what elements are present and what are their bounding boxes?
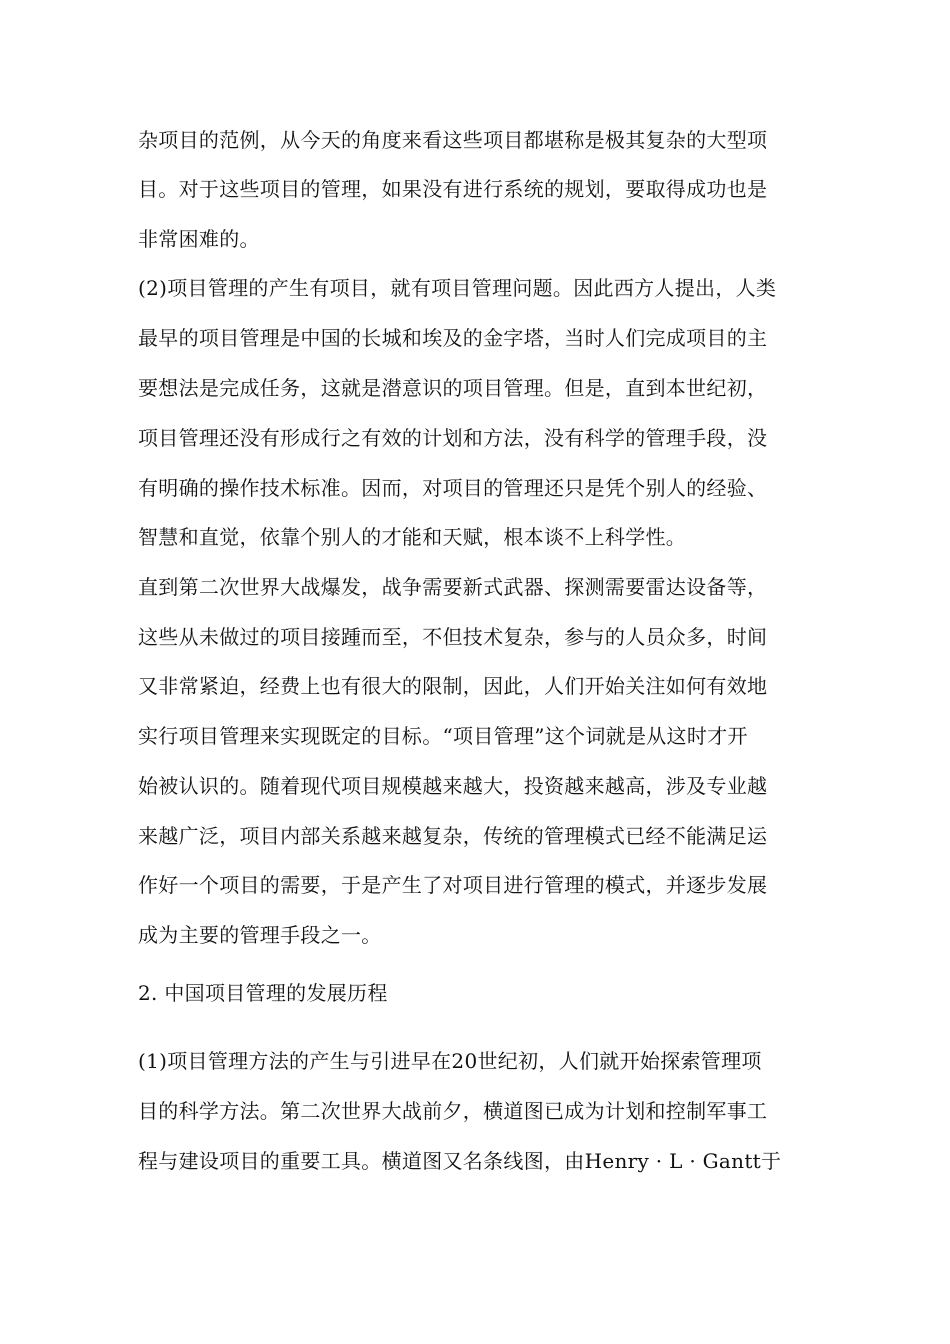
text-line: 有明确的操作技术标准。因而，对项目的管理还只是凭个别人的经验、 (138, 476, 768, 500)
text-line: 非常困难的。 (138, 227, 260, 251)
section-heading: 2. 中国项目管理的发展历程 (138, 981, 388, 1005)
text-line: 这些从未做过的项目接踵而至，不但技术复杂，参与的人员众多，时间 (138, 625, 768, 649)
text-line: 杂项目的范例，从今天的角度来看这些项目都堪称是极其复杂的大型项 (138, 128, 768, 152)
text-line: 目的科学方法。第二次世界大战前夕，横道图已成为计划和控制军事工 (138, 1099, 768, 1123)
text-line: 智慧和直觉，依靠个别人的才能和天赋，根本谈不上科学性。 (138, 525, 687, 549)
text-line: 最早的项目管理是中国的长城和埃及的金字塔，当时人们完成项目的主 (138, 326, 768, 350)
text-line: 项目管理还没有形成行之有效的计划和方法，没有科学的管理手段，没 (138, 426, 768, 450)
text-line: (2)项目管理的产生有项目，就有项目管理问题。因此西方人提出，人类 (138, 276, 777, 300)
text-line: 要想法是完成任务，这就是潜意识的项目管理。但是，直到本世纪初， (138, 376, 768, 400)
text-line: (1)项目管理方法的产生与引进早在20世纪初，人们就开始探索管理项 (138, 1049, 762, 1073)
text-line: 成为主要的管理手段之一。 (138, 923, 382, 947)
text-line: 又非常紧迫，经费上也有很大的限制，因此，人们开始关注如何有效地 (138, 674, 768, 698)
text-line: 始被认识的。随着现代项目规模越来越大，投资越来越高，涉及专业越 (138, 774, 768, 798)
text-line: 来越广泛，项目内部关系越来越复杂，传统的管理模式已经不能满足运 (138, 824, 768, 848)
text-line: 实行项目管理来实现既定的目标。“项目管理”这个词就是从这时才开 (138, 724, 748, 748)
text-line: 目。对于这些项目的管理，如果没有进行系统的规划，要取得成功也是 (138, 177, 768, 201)
text-line: 程与建设项目的重要工具。横道图又名条线图，由Henry · L · Gantt于 (138, 1149, 782, 1173)
text-line: 作好一个项目的需要，于是产生了对项目进行管理的模式，并逐步发展 (138, 873, 768, 897)
text-line: 直到第二次世界大战爆发，战争需要新式武器、探测需要雷达设备等， (138, 575, 768, 599)
